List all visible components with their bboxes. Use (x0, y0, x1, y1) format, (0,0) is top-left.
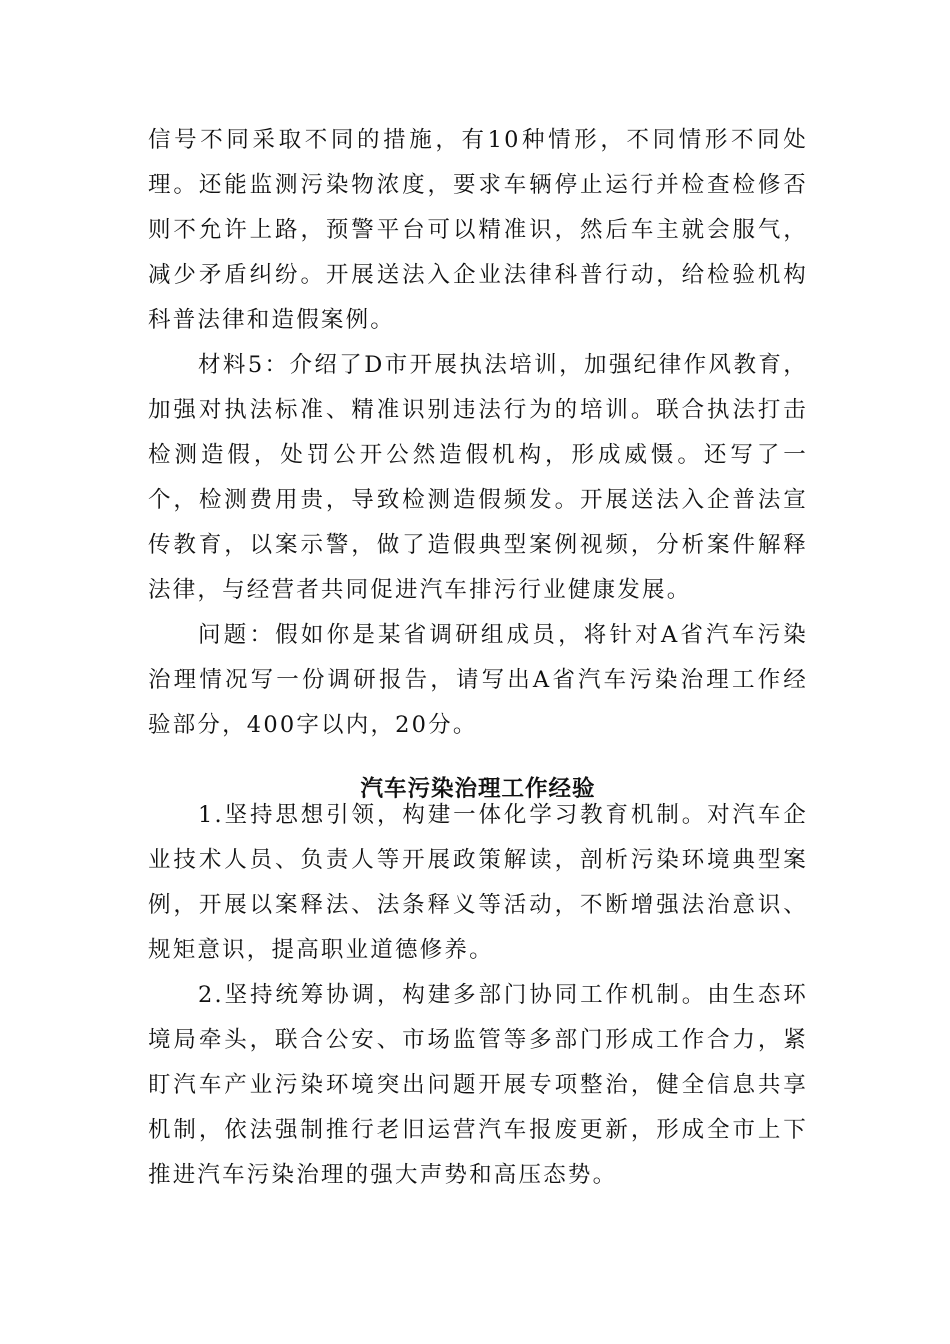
paragraph-experience-2: 2.坚持统筹协调，构建多部门协同工作机制。由生态环境局牵头，联合公安、市场监管等多部门形成工作合力，紧盯汽车产业污染环境突出问题开展专项整治，健全信息共享机制，依法强制推行老旧运营汽车报废更新，形成全市上下推进汽车污染治理的强大声势和高压态势。 (148, 982, 808, 1188)
paragraph-material-5: 材料5：介绍了D市开展执法培训，加强纪律作风教育，加强对执法标准、精准识别违法行为的培训。联合执法打击检测造假，处罚公开公然造假机构，形成威慑。还写了一个，检测费用贵，导致检测造假频发。开展送法入企普法宣传教育，以案示警，做了造假典型案例视频，分析案件解释法律，与经营者共同促进汽车排污行业健康发展。 (148, 352, 808, 603)
paragraph-experience-1: 1.坚持思想引领，构建一体化学习教育机制。对汽车企业技术人员、负责人等开展政策解读，剖析污染环境典型案例，开展以案释法、法条释义等活动，不断增强法治意识、规矩意识，提高职业道德修养。 (148, 802, 808, 963)
paragraph-question: 问题：假如你是某省调研组成员，将针对A省汽车污染治理情况写一份调研报告，请写出A省汽车污染治理工作经验部分，400字以内，20分。 (148, 622, 808, 738)
section-title: 汽车污染治理工作经验 (360, 775, 596, 802)
paragraph-material-4-continued: 信号不同采取不同的措施，有10种情形，不同情形不同处理。还能监测污染物浓度，要求车辆停止运行并检查检修否则不允许上路，预警平台可以精准识，然后车主就会服气，减少矛盾纠纷。开展送法入企业法律科普行动，给检验机构科普法律和造假案例。 (148, 127, 808, 333)
